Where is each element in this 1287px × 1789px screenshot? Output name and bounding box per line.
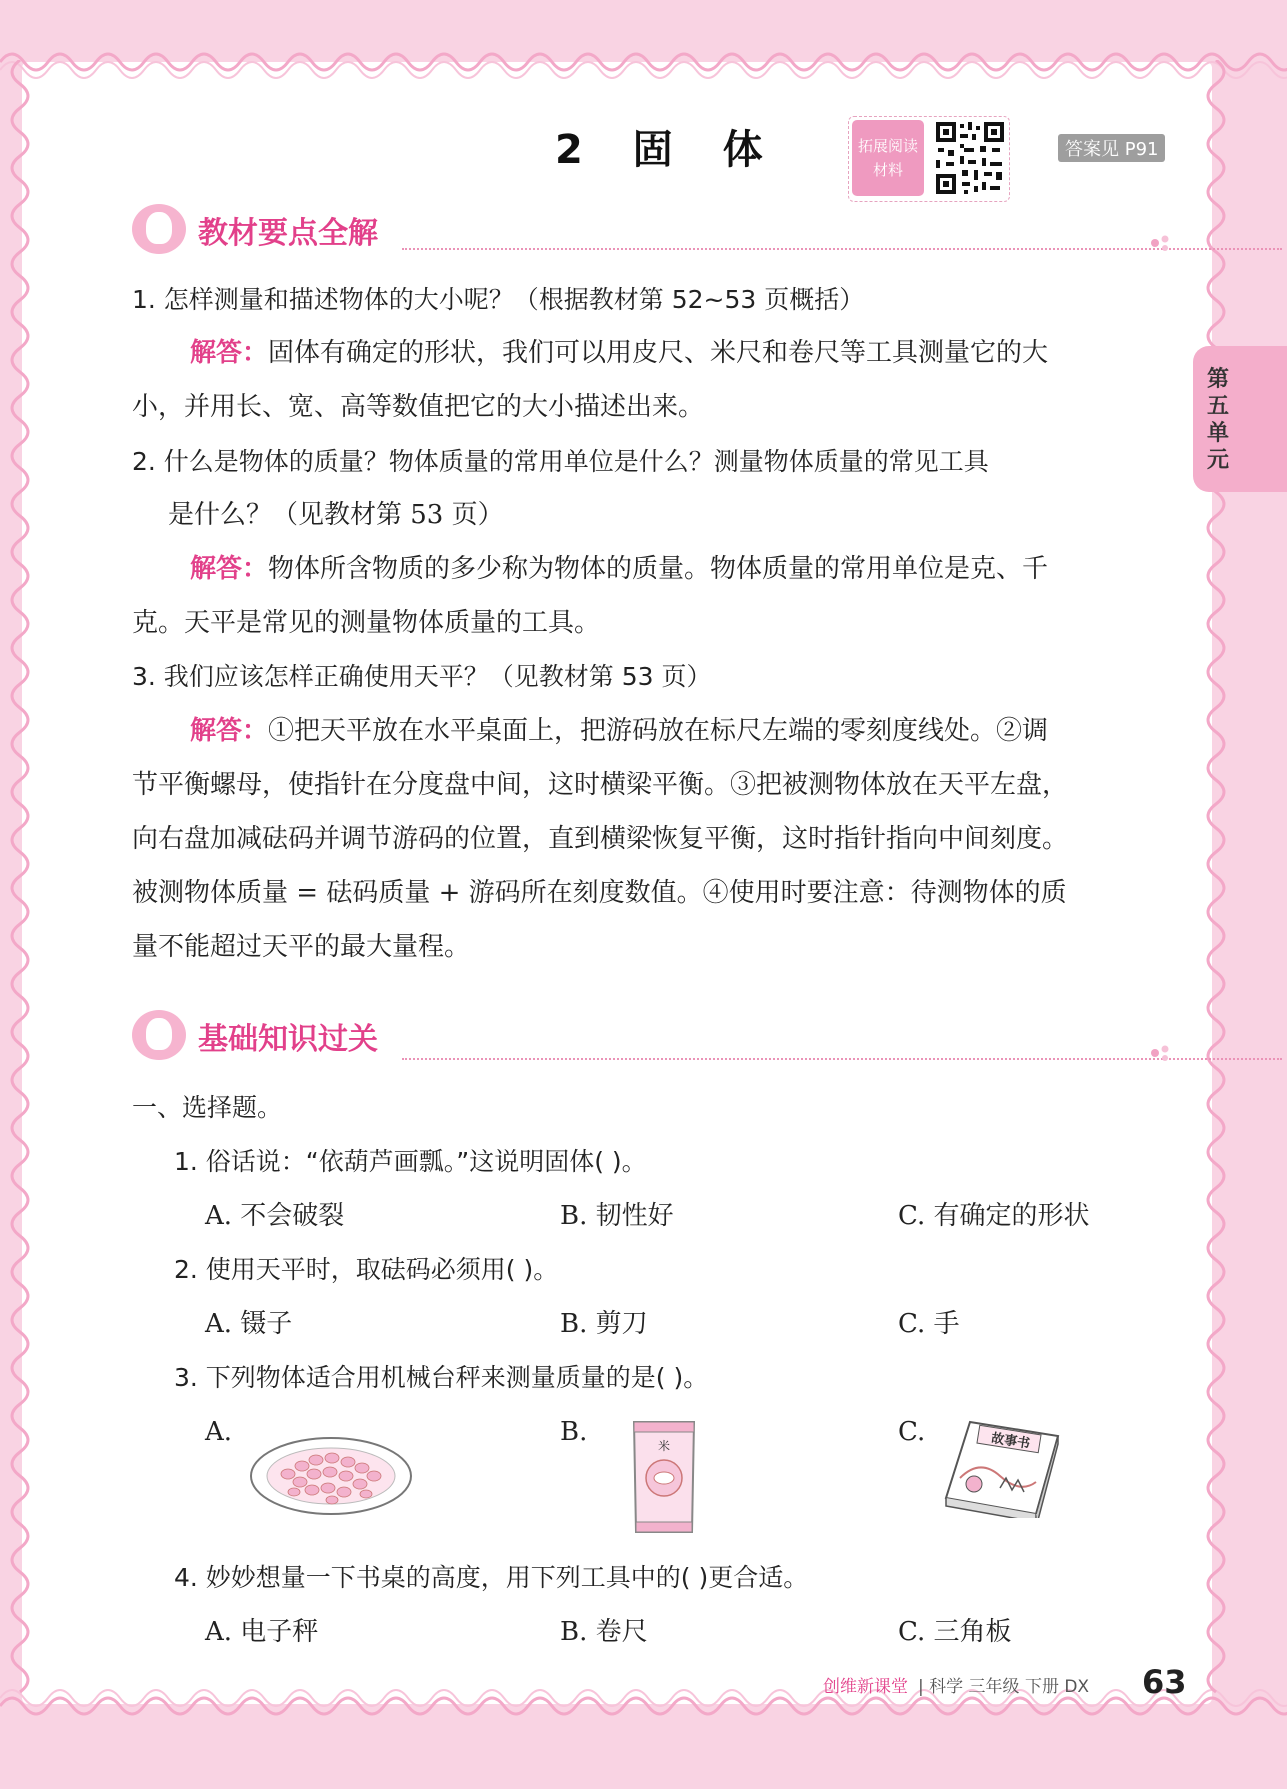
mc-q2-option-a[interactable]: A. 镊子 [205, 1309, 293, 1339]
rice-bag-image [628, 1418, 700, 1536]
answer-3-line4: 被测物体质量 = 砝码质量 + 游码所在刻度数值。④使用时要注意：待测物体的质 [132, 878, 1067, 908]
mc-q4-option-b[interactable]: B. 卷尺 [560, 1617, 648, 1647]
extended-reading-label-line1: 拓展阅读 [857, 137, 918, 155]
rice-bag-label: 米 [657, 1439, 671, 1453]
question-2-line1: 2. 什么是物体的质量？物体质量的常用单位是什么？测量物体质量的常见工具 [132, 447, 989, 476]
answer-label: 解答： [190, 338, 269, 368]
mc-q3-option-b[interactable]: B. [560, 1417, 588, 1447]
mc-q2-option-b[interactable]: B. 剪刀 [560, 1309, 648, 1339]
mc-question-1: 1. 俗话说：“依葫芦画瓢。”这说明固体( )。 [174, 1147, 647, 1176]
cartoon-face-icon [132, 1010, 186, 1060]
answer-label: 解答： [190, 716, 269, 746]
question-1: 1. 怎样测量和描述物体的大小呢？（根据教材第 52~53 页概括） [132, 285, 865, 314]
part-title: 一、选择题。 [132, 1093, 283, 1122]
answer-1-text: 固体有确定的形状，我们可以用皮尺、米尺和卷尺等工具测量它的大 [268, 338, 1049, 368]
mc-q1-option-b[interactable]: B. 韧性好 [560, 1201, 674, 1231]
mc-q1-option-c[interactable]: C. 有确定的形状 [898, 1201, 1090, 1231]
page-title: 2 固 体 [555, 127, 781, 173]
decorative-dots-icon [1150, 1044, 1172, 1062]
mc-question-3: 3. 下列物体适合用机械台秤来测量质量的是( )。 [174, 1363, 709, 1392]
answer-1-line2: 小，并用长、宽、高等数值把它的大小描述出来。 [132, 392, 705, 422]
wavy-border-left [0, 60, 40, 1700]
section-title: 基础知识过关 [198, 1022, 378, 1057]
page-number: 63 [1142, 1663, 1187, 1701]
section-heading-key-points [132, 204, 1172, 256]
unit-tab [1193, 346, 1287, 492]
mc-q4-option-c[interactable]: C. 三角板 [898, 1617, 1012, 1647]
story-book-label: 故事书 [990, 1431, 1031, 1453]
unit-tab-label: 第五单元 [1206, 367, 1229, 473]
mc-q3-option-a[interactable]: A. [205, 1417, 233, 1447]
wavy-border-right [1196, 60, 1236, 1700]
story-book-image [940, 1418, 1062, 1518]
cartoon-face-icon [132, 204, 186, 254]
extended-reading-label[interactable] [852, 120, 924, 196]
answer-3-line2: 节平衡螺母，使指针在分度盘中间，这时横梁平衡。③把被测物体放在天平左盘， [132, 770, 1069, 800]
answer-label: 解答： [190, 554, 269, 584]
mc-q1-option-a[interactable]: A. 不会破裂 [205, 1201, 345, 1231]
mc-question-4: 4. 妙妙想量一下书桌的高度，用下列工具中的( )更合适。 [174, 1563, 809, 1592]
wavy-border-top [0, 42, 1287, 82]
mc-q3-option-c[interactable]: C. [898, 1417, 926, 1447]
footer-brand: 创维新课堂 [823, 1677, 908, 1697]
answer-3-text: ①把天平放在水平桌面上，把游码放在标尺左端的零刻度线处。②调 [268, 716, 1049, 746]
footer-book-info: | 科学 三年级 下册 DX [918, 1677, 1090, 1697]
wavy-border-bottom [0, 1686, 1287, 1726]
qr-code-icon[interactable] [934, 120, 1006, 196]
mc-q2-option-c[interactable]: C. 手 [898, 1309, 960, 1339]
section-heading-basic-knowledge [132, 1010, 1172, 1062]
answer-2-text: 物体所含物质的多少称为物体的质量。物体质量的常用单位是克、千 [268, 554, 1049, 584]
plate-of-peanuts-image [248, 1434, 414, 1518]
extended-reading-label-line2: 材料 [872, 161, 903, 179]
answer-3-line3: 向右盘加减砝码并调节游码的位置，直到横梁恢复平衡，这时指针指向中间刻度。 [132, 824, 1069, 854]
mc-q4-option-a[interactable]: A. 电子秤 [205, 1617, 319, 1647]
answer-2-line2: 克。天平是常见的测量物体质量的工具。 [132, 608, 601, 638]
section-title: 教材要点全解 [198, 216, 378, 251]
answer-3-line5: 量不能超过天平的最大量程。 [132, 932, 471, 962]
question-2-line2: 是什么？（见教材第 53 页） [168, 500, 504, 530]
answer-3-line1 [190, 713, 1048, 749]
question-3: 3. 我们应该怎样正确使用天平？（见教材第 53 页） [132, 662, 712, 691]
answer-reference-tag: 答案见 P91 [1058, 134, 1165, 162]
answer-1-line1 [190, 335, 1048, 371]
mc-question-2: 2. 使用天平时，取砝码必须用( )。 [174, 1255, 559, 1284]
decorative-dots-icon [1150, 234, 1172, 252]
answer-2-line1 [190, 551, 1048, 587]
